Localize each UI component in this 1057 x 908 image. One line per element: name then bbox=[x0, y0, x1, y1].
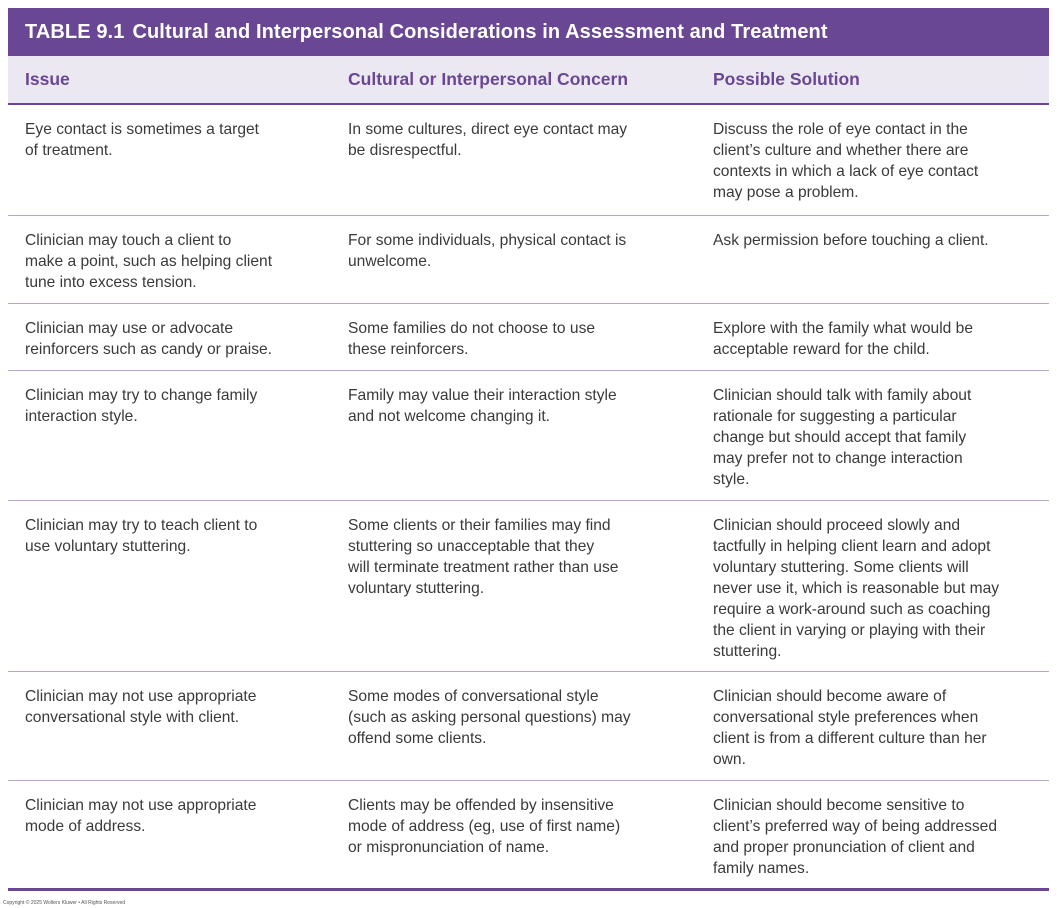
table-header-row bbox=[8, 56, 1049, 105]
table-row bbox=[8, 672, 1049, 781]
cell-issue: Clinician may not use appropriate conversational style with client. bbox=[25, 688, 257, 726]
cell-solution: Explore with the family what would be acceptable reward for the child. bbox=[713, 320, 974, 358]
cell-issue: Clinician may not use appropriate mode of address. bbox=[25, 797, 257, 835]
cell-issue: Clinician may try to teach client to use voluntary stuttering. bbox=[25, 517, 258, 555]
header-concern: Cultural or Interpersonal Concern bbox=[348, 69, 629, 89]
table-title: Cultural and Interpersonal Considerations in Assessment and Treatment bbox=[132, 20, 828, 43]
cell-issue: Clinician may try to change family interaction style. bbox=[25, 387, 258, 425]
table-row bbox=[8, 781, 1049, 891]
table-label: TABLE 9.1 bbox=[25, 20, 125, 43]
cell-concern: In some cultures, direct eye contact may be disrespectful. bbox=[348, 121, 628, 159]
cell-solution: Clinician should become aware of conversational style preferences when client is from a different culture than her own. bbox=[713, 688, 987, 768]
cell-solution: Clinician should talk with family about rationale for suggesting a particular change but should accept that family may prefer not to change interaction style. bbox=[713, 387, 972, 488]
cell-issue: Eye contact is sometimes a target of treatment. bbox=[25, 121, 260, 159]
table-row bbox=[8, 304, 1049, 371]
table-row bbox=[8, 216, 1049, 304]
cell-concern: Family may value their interaction style and not welcome changing it. bbox=[348, 387, 617, 425]
cell-concern: Some modes of conversational style (such as asking personal questions) may offend some clients. bbox=[348, 688, 631, 747]
table-title-bar bbox=[8, 8, 1049, 56]
header-solution: Possible Solution bbox=[713, 69, 860, 89]
table-row bbox=[8, 105, 1049, 216]
copyright-notice: Copyright © 2025 Wolters Kluwer • All Rights Reserved bbox=[3, 900, 126, 906]
cell-issue: Clinician may use or advocate reinforcers such as candy or praise. bbox=[25, 320, 273, 358]
cell-concern: Clients may be offended by insensitive mode of address (eg, use of first name) or mispronunciation of name. bbox=[348, 797, 621, 856]
cell-solution: Discuss the role of eye contact in the client’s culture and whether there are contexts in which a lack of eye contact may pose a problem. bbox=[713, 121, 979, 201]
cell-issue: Clinician may touch a client to make a point, such as helping client tune into excess tension. bbox=[25, 232, 273, 291]
cell-concern: For some individuals, physical contact is unwelcome. bbox=[348, 232, 627, 270]
cell-solution: Ask permission before touching a client. bbox=[713, 232, 989, 249]
table-row bbox=[8, 501, 1049, 672]
header-issue: Issue bbox=[25, 69, 70, 89]
cell-solution: Clinician should become sensitive to client’s preferred way of being addressed and proper pronunciation of client and family names. bbox=[713, 797, 998, 877]
considerations-table bbox=[8, 8, 1049, 891]
cell-concern: Some families do not choose to use these reinforcers. bbox=[348, 320, 596, 358]
cell-concern: Some clients or their families may find stuttering so unacceptable that they will terminate treatment rather than use voluntary stuttering. bbox=[348, 517, 619, 597]
cell-solution: Clinician should proceed slowly and tactfully in helping client learn and adopt voluntary stuttering. Some clients will never use it, which is reasonable but may require a work-around such as coaching the client in varying or playing with their stuttering. bbox=[713, 517, 1000, 660]
table-row bbox=[8, 371, 1049, 501]
